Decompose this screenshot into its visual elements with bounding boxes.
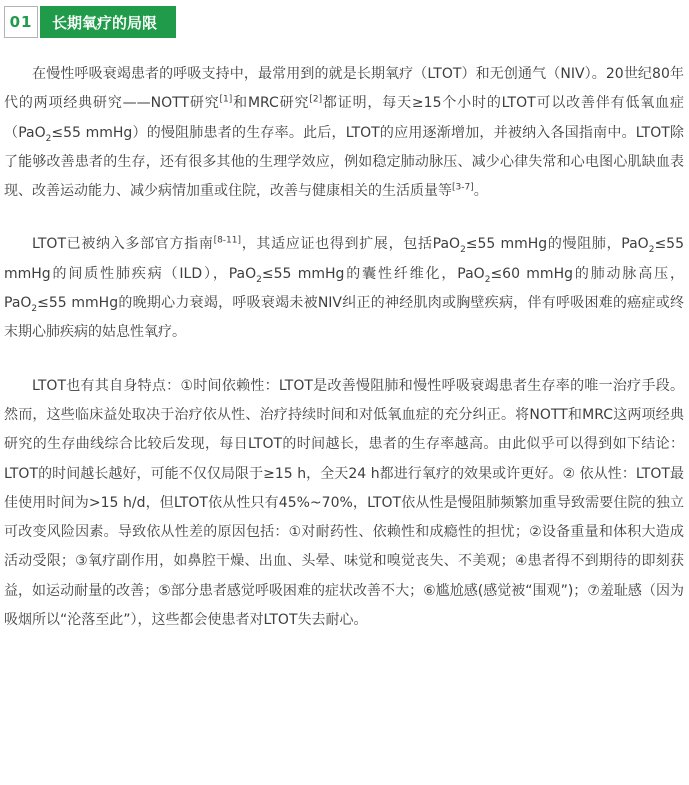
subscript: 2 (648, 245, 655, 256)
text-span: LTOT也有其自身特点：①时间依赖性：LTOT是改善慢阻肺和慢性呼吸衰竭患者生存率的唯一治疗手段。然而，这些临床益处取决于治疗依从性、治疗持续时间和对低氧血症的充分纠正。将NOTT和MRC这两项经典研究的生存曲线综合比较后发现，每日LTOT的时间越长，患者的生存率越高。由此似乎可以得到如下结论：LTOT的时间越长越好，可能不仅仅局限于≥15 h，全天24 h都进行氧疗的效果或许更好。② 依从性：LTOT最佳使用时间为>15 h/d，但LTOT依从性只有45%~70%，LTOT依从性是慢阻肺频繁加重导致需要住院的独立可改变风险因素。导致依从性差的原因包括：①对耐药性、依赖性和成瘾性的担忧；②设备重量和体积大造成活动受限；③氧疗副作用，如鼻腔干燥、出血、头晕、味觉和嗅觉丧失、不美观；④患者得不到期待的即刻获益，如运动耐量的改善；⑤部分患者感觉呼吸困难的症状改善不大；⑥尴尬感(感觉被“围观”)；⑦羞耻感（因为吸烟所以“沦落至此”），这些都会使患者对LTOT失去耐心。 (4, 377, 684, 629)
citation-ref: [8-11] (213, 235, 242, 246)
text-span: ≤55 mmHg的囊性纤维化，PaO (261, 265, 485, 282)
text-span: ≤60 mmHg的肺动脉高压，PaO (4, 265, 684, 312)
text-span: ≤55 mmHg的晚期心力衰竭，呼吸衰竭未被NIV纠正的神经肌肉或胸壁疾病，伴有呼吸困难的癌症或终末期心肺疾病的姑息性氧疗。 (4, 295, 684, 341)
section-number: 01 (4, 6, 38, 38)
citation-ref: [2] (309, 94, 323, 105)
subscript: 2 (256, 274, 262, 285)
text-span: 在慢性呼吸衰竭患者的呼吸支持中，最常用到的就是长期氧疗（LTOT）和无创通气（NIV）。20世纪80年代的两项经典研究——NOTT研究 (4, 66, 684, 112)
subscript: 2 (45, 133, 52, 144)
paragraph-1 (4, 60, 684, 206)
text-span: ≤55 mmHg的间质性肺疾病（ILD），PaO (4, 236, 684, 282)
text-span: ，其适应证也得到扩展，包括PaO (241, 236, 461, 253)
subscript: 2 (31, 303, 38, 314)
text-span: 和MRC研究 (232, 95, 310, 112)
paragraph-2 (4, 230, 684, 347)
citation-ref: [3-7] (452, 182, 474, 193)
text-span: 。 (473, 183, 488, 200)
text-span: LTOT已被纳入多部官方指南 (32, 236, 214, 253)
text-span: ≤55 mmHg的慢阻肺，PaO (465, 236, 649, 253)
section-header (4, 6, 176, 38)
article-body (4, 60, 684, 635)
paragraph-3 (4, 372, 684, 636)
section-title: 长期氧疗的局限 (40, 6, 176, 38)
subscript: 2 (484, 274, 491, 285)
text-span: ≤55 mmHg）的慢阻肺患者的生存率。此后，LTOT的应用逐渐增加，并被纳入各国指南中。LTOT除了能够改善患者的生存，还有很多其他的生理学效应，例如稳定肺动脉压、减少心律失常和心电图心肌缺血表现、改善运动能力、减少病情加重或住院，改善与健康相关的生活质量等 (4, 124, 684, 200)
subscript: 2 (460, 245, 466, 256)
citation-ref: [1] (219, 94, 233, 105)
text-span: 都证明，每天≥15个小时的LTOT可以改善伴有低氧血症（PaO (4, 95, 684, 141)
